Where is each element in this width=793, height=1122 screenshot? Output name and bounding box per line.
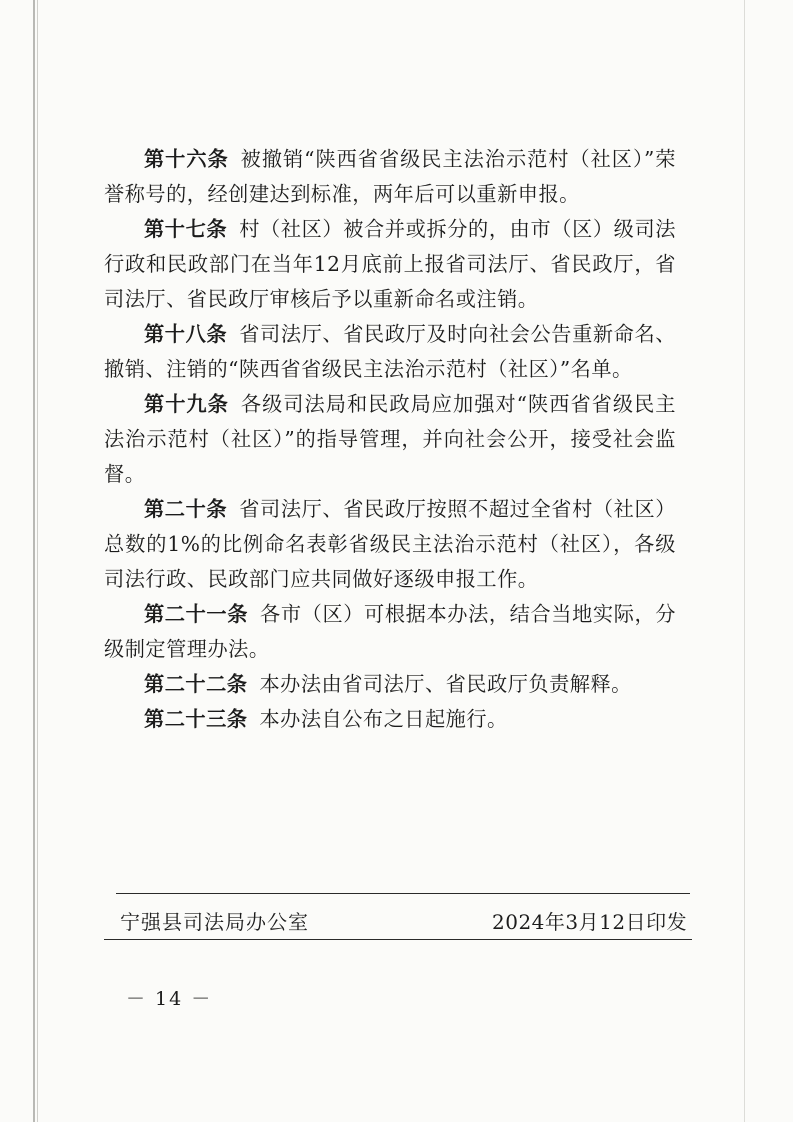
article-text: 村（社区）被合并或拆分的，由市（区）级司法行政和民政部门在当年12月底前上报省司法厅、省民政厅，省司法厅、省民政厅审核后予以重新命名或注销。 [104, 217, 676, 311]
article-label: 第十八条 [144, 322, 228, 346]
article-label: 第十六条 [144, 147, 229, 171]
article-text: 本办法由省司法厅、省民政厅负责解释。 [259, 672, 632, 696]
article-18 [104, 317, 676, 387]
article-text: 各市（区）可根据本办法，结合当地实际，分级制定管理办法。 [104, 602, 676, 661]
article-label: 第二十一条 [144, 602, 249, 626]
article-label: 第二十条 [144, 497, 228, 521]
article-21 [104, 597, 676, 667]
issuing-office: 宁强县司法局办公室 [120, 910, 309, 934]
article-text: 各级司法局和民政局应加强对“陕西省省级民主法治示范村（社区）”的指导管理，并向社会公开，接受社会监督。 [104, 392, 676, 486]
article-label: 第十九条 [144, 392, 229, 416]
article-19 [104, 387, 676, 492]
article-label: 第二十二条 [144, 672, 248, 696]
document-body [104, 142, 676, 737]
article-text: 省司法厅、省民政厅及时向社会公告重新命名、撤销、注销的“陕西省省级民主法治示范村（社区）”名单。 [104, 322, 676, 381]
article-label: 第二十三条 [144, 707, 248, 731]
article-22 [104, 667, 676, 702]
page-number: － 14 － [126, 988, 213, 1010]
scan-edge-right [744, 0, 745, 1122]
article-text: 被撤销“陕西省省级民主法治示范村（社区）”荣誉称号的，经创建达到标准，两年后可以重新申报。 [104, 147, 676, 206]
article-23 [104, 702, 676, 737]
article-text: 省司法厅、省民政厅按照不超过全省村（社区）总数的1%的比例命名表彰省级民主法治示范村（社区），各级司法行政、民政部门应共同做好逐级申报工作。 [104, 497, 676, 591]
issue-date: 2024年3月12日印发 [492, 910, 688, 934]
article-text: 本办法自公布之日起施行。 [259, 707, 508, 731]
footer-rule-top [116, 893, 690, 894]
scan-edge-left-inner [37, 0, 38, 1122]
article-17 [104, 212, 676, 317]
scan-edge-left [33, 0, 35, 1122]
article-16 [104, 142, 676, 212]
article-label: 第十七条 [144, 217, 228, 241]
article-20 [104, 492, 676, 597]
footer-rule-bottom [104, 939, 692, 940]
